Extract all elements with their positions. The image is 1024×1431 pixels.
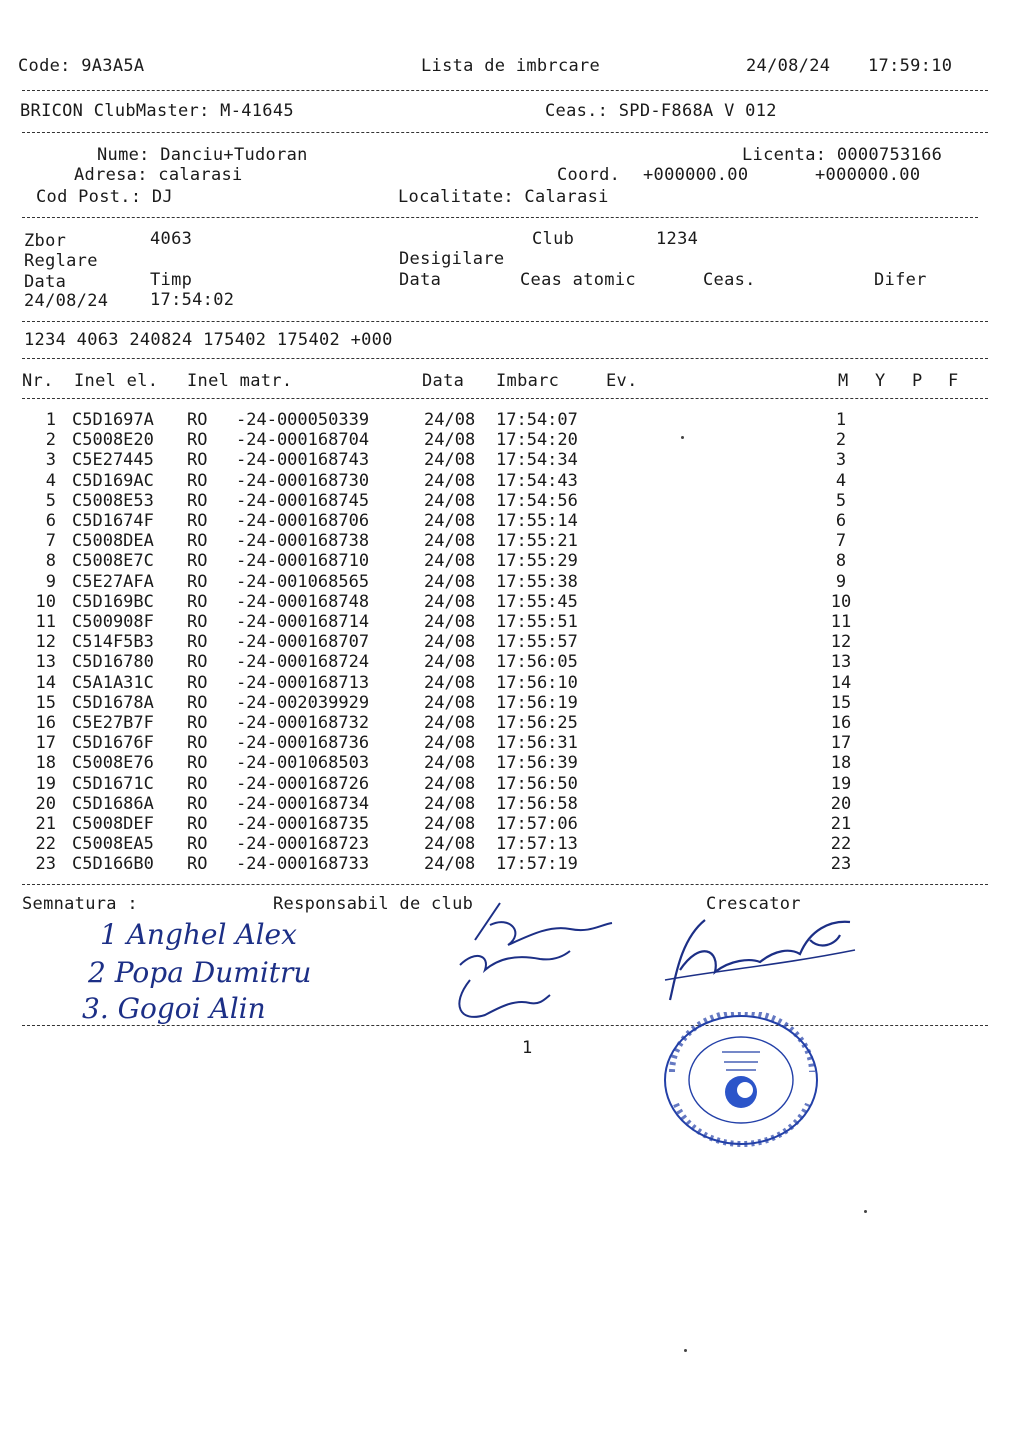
breeder-signature xyxy=(660,910,860,1010)
divider xyxy=(22,1025,988,1026)
coord-y: +000000.00 xyxy=(815,165,921,185)
boarding-time: 17:56:39 xyxy=(496,753,578,774)
electronic-ring: C514F5B3 xyxy=(72,632,154,653)
col-inel-el: Inel el. xyxy=(74,371,159,391)
m-count: 18 xyxy=(830,753,852,774)
boarding-time: 17:55:51 xyxy=(496,612,578,632)
table-row xyxy=(0,632,1024,652)
m-count: 23 xyxy=(830,854,852,875)
registration-ring: -24-001068503 xyxy=(236,753,370,774)
table-row xyxy=(0,592,1024,612)
flight-summary: 1234 4063 240824 175402 175402 +000 xyxy=(24,330,393,350)
col-nr: Nr. xyxy=(22,371,54,391)
registration-ring: -24-000168710 xyxy=(236,551,370,572)
difer-label: Difer xyxy=(874,270,927,290)
signature-label: Semnatura : xyxy=(22,894,138,914)
reglare-date: 24/08/24 xyxy=(24,291,109,311)
country-code: RO xyxy=(187,652,208,673)
row-number: 12 xyxy=(35,632,56,653)
country-code: RO xyxy=(187,632,208,653)
m-count: 7 xyxy=(835,531,847,552)
electronic-ring: C5008DEA xyxy=(72,531,154,552)
registration-ring: -24-000168738 xyxy=(236,531,370,552)
boarding-time: 17:56:31 xyxy=(496,733,578,754)
m-count: 2 xyxy=(835,430,847,451)
arrival-date: 24/08 xyxy=(424,652,476,673)
boarding-time: 17:56:58 xyxy=(496,793,578,814)
m-count: 16 xyxy=(830,713,852,733)
row-number: 1 xyxy=(45,410,56,430)
registration-ring: -24-000168736 xyxy=(236,733,370,754)
arrival-date: 24/08 xyxy=(424,531,476,552)
table-row xyxy=(0,794,1024,814)
reglare-label: Reglare xyxy=(24,251,98,271)
m-count: 3 xyxy=(835,450,847,471)
table-row xyxy=(0,612,1024,632)
speck xyxy=(684,1349,687,1352)
club-stamp xyxy=(662,1012,820,1148)
row-number: 4 xyxy=(45,470,56,491)
row-number: 3 xyxy=(45,450,56,471)
m-count: 1 xyxy=(835,410,847,430)
electronic-ring: C5D1671C xyxy=(72,773,154,794)
arrival-date: 24/08 xyxy=(424,773,476,794)
col-inel-matr: Inel matr. xyxy=(187,371,293,391)
arrival-date: 24/08 xyxy=(424,450,476,471)
registration-ring: -24-000168726 xyxy=(236,773,370,794)
boarding-time: 17:55:45 xyxy=(496,591,578,612)
table-row xyxy=(0,450,1024,470)
electronic-ring: C5D169AC xyxy=(72,470,154,491)
row-number: 2 xyxy=(45,430,56,451)
arrival-date: 24/08 xyxy=(424,834,476,855)
registration-ring: -24-002039929 xyxy=(236,692,370,713)
electronic-ring: C5D16780 xyxy=(72,652,154,673)
table-row xyxy=(0,774,1024,794)
electronic-ring: C5008EA5 xyxy=(72,834,154,855)
arrival-date: 24/08 xyxy=(424,672,476,693)
reglare-timp-label: Timp xyxy=(150,270,193,290)
boarding-time: 17:56:25 xyxy=(496,713,578,733)
boarding-time: 17:56:05 xyxy=(496,652,578,673)
boarding-time: 17:55:38 xyxy=(496,571,578,592)
boarding-time: 17:56:19 xyxy=(496,692,578,713)
electronic-ring: C5E27AFA xyxy=(72,571,154,592)
row-number: 14 xyxy=(35,672,56,693)
arrival-date: 24/08 xyxy=(424,814,476,834)
owner-license: Licenta: 0000753166 xyxy=(742,145,943,165)
handwritten-signature-2: 2 Popa Dumitru xyxy=(88,956,312,989)
m-count: 11 xyxy=(830,612,852,632)
arrival-date: 24/08 xyxy=(424,410,476,430)
table-row xyxy=(0,652,1024,672)
country-code: RO xyxy=(187,511,208,531)
owner-name: Nume: Danciu+Tudoran xyxy=(97,145,308,165)
row-number: 5 xyxy=(45,490,56,511)
table-row xyxy=(0,572,1024,592)
country-code: RO xyxy=(187,551,208,572)
table-row xyxy=(0,693,1024,713)
electronic-ring: C5008DEF xyxy=(72,814,154,834)
registration-ring: -24-000168704 xyxy=(236,430,370,451)
m-count: 14 xyxy=(830,672,852,693)
reglare-time: 17:54:02 xyxy=(150,290,235,310)
country-code: RO xyxy=(187,410,208,430)
reglare-data-label: Data xyxy=(24,272,67,292)
m-count: 12 xyxy=(830,632,852,653)
registration-ring: -24-000168706 xyxy=(236,511,370,531)
row-number: 18 xyxy=(35,753,56,774)
registration-ring: -24-000168743 xyxy=(236,450,370,471)
country-code: RO xyxy=(187,430,208,451)
desigilare-label: Desigilare xyxy=(399,249,505,269)
m-count: 6 xyxy=(835,511,847,531)
boarding-time: 17:56:10 xyxy=(496,672,578,693)
country-code: RO xyxy=(187,490,208,511)
arrival-date: 24/08 xyxy=(424,571,476,592)
m-count: 21 xyxy=(830,814,852,834)
registration-ring: -24-000168713 xyxy=(236,672,370,693)
boarding-time: 17:55:57 xyxy=(496,632,578,653)
boarding-time: 17:57:13 xyxy=(496,834,578,855)
registration-ring: -24-001068565 xyxy=(236,571,370,592)
table-row xyxy=(0,834,1024,854)
electronic-ring: C5D1674F xyxy=(72,511,154,531)
row-number: 16 xyxy=(35,713,56,733)
speck xyxy=(864,1210,867,1213)
col-ev: Ev. xyxy=(606,371,638,391)
electronic-ring: C5008E53 xyxy=(72,490,154,511)
ceas-label: Ceas. xyxy=(703,270,756,290)
row-number: 15 xyxy=(35,692,56,713)
boarding-time: 17:54:07 xyxy=(496,410,578,430)
country-code: RO xyxy=(187,531,208,552)
m-count: 20 xyxy=(830,793,852,814)
boarding-time: 17:54:20 xyxy=(496,430,578,451)
arrival-date: 24/08 xyxy=(424,692,476,713)
arrival-date: 24/08 xyxy=(424,470,476,491)
boarding-time: 17:56:50 xyxy=(496,773,578,794)
m-count: 10 xyxy=(830,591,852,612)
divider xyxy=(22,358,988,359)
table-row xyxy=(0,733,1024,753)
arrival-date: 24/08 xyxy=(424,551,476,572)
boarding-time: 17:55:14 xyxy=(496,511,578,531)
country-code: RO xyxy=(187,773,208,794)
electronic-ring: C5D1686A xyxy=(72,793,154,814)
arrival-date: 24/08 xyxy=(424,753,476,774)
owner-address: Adresa: calarasi xyxy=(74,165,243,185)
row-number: 6 xyxy=(45,511,56,531)
electronic-ring: C5008E20 xyxy=(72,430,154,451)
row-number: 11 xyxy=(35,612,56,632)
arrival-date: 24/08 xyxy=(424,430,476,451)
m-count: 8 xyxy=(835,551,847,572)
table-row xyxy=(0,814,1024,834)
col-imbarc: Imbarc xyxy=(496,371,560,391)
col-m: M xyxy=(838,371,849,391)
row-number: 17 xyxy=(35,733,56,754)
table-row xyxy=(0,551,1024,571)
divider xyxy=(22,398,988,399)
electronic-ring: C5D1676F xyxy=(72,733,154,754)
club-responsible-label: Responsabil de club xyxy=(273,894,474,914)
registration-ring: -24-000168723 xyxy=(236,834,370,855)
print-time: 17:59:10 xyxy=(868,56,953,76)
m-count: 13 xyxy=(830,652,852,673)
coord-x: +000000.00 xyxy=(643,165,749,185)
row-number: 8 xyxy=(45,551,56,572)
country-code: RO xyxy=(187,571,208,592)
locality: Localitate: Calarasi xyxy=(398,187,609,207)
arrival-date: 24/08 xyxy=(424,612,476,632)
registration-ring: -24-000168730 xyxy=(236,470,370,491)
registration-ring: -24-000168745 xyxy=(236,490,370,511)
row-number: 13 xyxy=(35,652,56,673)
document-code: Code: 9A3A5A xyxy=(18,56,145,76)
row-number: 10 xyxy=(35,591,56,612)
arrival-date: 24/08 xyxy=(424,632,476,653)
boarding-time: 17:55:29 xyxy=(496,551,578,572)
postal-code: Cod Post.: DJ xyxy=(36,187,173,207)
country-code: RO xyxy=(187,692,208,713)
speck xyxy=(681,436,684,439)
country-code: RO xyxy=(187,672,208,693)
registration-ring: -24-000168724 xyxy=(236,652,370,673)
arrival-date: 24/08 xyxy=(424,591,476,612)
m-count: 4 xyxy=(835,470,847,491)
clock-id: Ceas.: SPD-F868A V 012 xyxy=(545,101,777,121)
m-count: 5 xyxy=(835,490,847,511)
electronic-ring: C5008E76 xyxy=(72,753,154,774)
registration-ring: -24-000168733 xyxy=(236,854,370,875)
m-count: 9 xyxy=(835,571,847,592)
electronic-ring: C5D1678A xyxy=(72,692,154,713)
ceas-atomic-label: Ceas atomic xyxy=(520,270,636,290)
page-number: 1 xyxy=(522,1038,533,1058)
country-code: RO xyxy=(187,470,208,491)
print-date: 24/08/24 xyxy=(746,56,831,76)
electronic-ring: C5E27B7F xyxy=(72,713,154,733)
m-count: 15 xyxy=(830,692,852,713)
registration-ring: -24-000168714 xyxy=(236,612,370,632)
desig-data-label: Data xyxy=(399,270,442,290)
document-title: Lista de imbrcare xyxy=(421,56,601,76)
electronic-ring: C5D169BC xyxy=(72,591,154,612)
row-number: 21 xyxy=(35,814,56,834)
table-row xyxy=(0,511,1024,531)
flight-number: 4063 xyxy=(150,229,193,249)
boarding-time: 17:57:06 xyxy=(496,814,578,834)
electronic-ring: C5008E7C xyxy=(72,551,154,572)
divider xyxy=(22,90,988,91)
row-number: 7 xyxy=(45,531,56,552)
divider xyxy=(22,217,978,218)
arrival-date: 24/08 xyxy=(424,713,476,733)
table-row xyxy=(0,753,1024,773)
m-count: 22 xyxy=(830,834,852,855)
col-p: P xyxy=(912,371,923,391)
table-row xyxy=(0,673,1024,693)
row-number: 20 xyxy=(35,793,56,814)
handwritten-signature-3: 3. Gogoi Alin xyxy=(82,992,266,1025)
electronic-ring: C500908F xyxy=(72,612,154,632)
boarding-time: 17:57:19 xyxy=(496,854,578,875)
country-code: RO xyxy=(187,733,208,754)
registration-ring: -24-000168735 xyxy=(236,814,370,834)
m-count: 19 xyxy=(830,773,852,794)
table-row xyxy=(0,430,1024,450)
table-row xyxy=(0,471,1024,491)
country-code: RO xyxy=(187,713,208,733)
divider xyxy=(22,321,988,322)
coord-label: Coord. xyxy=(557,165,621,185)
row-number: 22 xyxy=(35,834,56,855)
table-row xyxy=(0,854,1024,874)
registration-ring: -24-000168734 xyxy=(236,793,370,814)
country-code: RO xyxy=(187,591,208,612)
country-code: RO xyxy=(187,793,208,814)
table-row xyxy=(0,713,1024,733)
registration-ring: -24-000050339 xyxy=(236,410,370,430)
registration-ring: -24-000168732 xyxy=(236,713,370,733)
arrival-date: 24/08 xyxy=(424,793,476,814)
boarding-time: 17:54:34 xyxy=(496,450,578,471)
arrival-date: 24/08 xyxy=(424,733,476,754)
arrival-date: 24/08 xyxy=(424,490,476,511)
registration-ring: -24-000168748 xyxy=(236,591,370,612)
arrival-date: 24/08 xyxy=(424,511,476,531)
boarding-time: 17:55:21 xyxy=(496,531,578,552)
breeder-label: Crescator xyxy=(706,894,801,914)
electronic-ring: C5D166B0 xyxy=(72,854,154,875)
registration-ring: -24-000168707 xyxy=(236,632,370,653)
table-row xyxy=(0,531,1024,551)
col-f: F xyxy=(948,371,959,391)
club-responsible-signature xyxy=(430,895,620,1025)
club-label: Club xyxy=(532,229,575,249)
club-number: 1234 xyxy=(656,229,699,249)
divider xyxy=(22,884,988,885)
divider xyxy=(22,132,988,133)
country-code: RO xyxy=(187,834,208,855)
arrival-date: 24/08 xyxy=(424,854,476,875)
table-row xyxy=(0,491,1024,511)
electronic-ring: C5E27445 xyxy=(72,450,154,471)
electronic-ring: C5A1A31C xyxy=(72,672,154,693)
flight-label: Zbor xyxy=(24,231,67,251)
table-row xyxy=(0,410,1024,430)
country-code: RO xyxy=(187,854,208,875)
electronic-ring: C5D1697A xyxy=(72,410,154,430)
handwritten-signature-1: 1 Anghel Alex xyxy=(100,918,297,951)
country-code: RO xyxy=(187,612,208,632)
country-code: RO xyxy=(187,814,208,834)
m-count: 17 xyxy=(830,733,852,754)
country-code: RO xyxy=(187,753,208,774)
row-number: 9 xyxy=(45,571,56,592)
col-data: Data xyxy=(422,371,465,391)
row-number: 19 xyxy=(35,773,56,794)
boarding-time: 17:54:56 xyxy=(496,490,578,511)
club-master: BRICON ClubMaster: M-41645 xyxy=(20,101,294,121)
boarding-time: 17:54:43 xyxy=(496,470,578,491)
col-y: Y xyxy=(875,371,886,391)
row-number: 23 xyxy=(35,854,56,875)
country-code: RO xyxy=(187,450,208,471)
